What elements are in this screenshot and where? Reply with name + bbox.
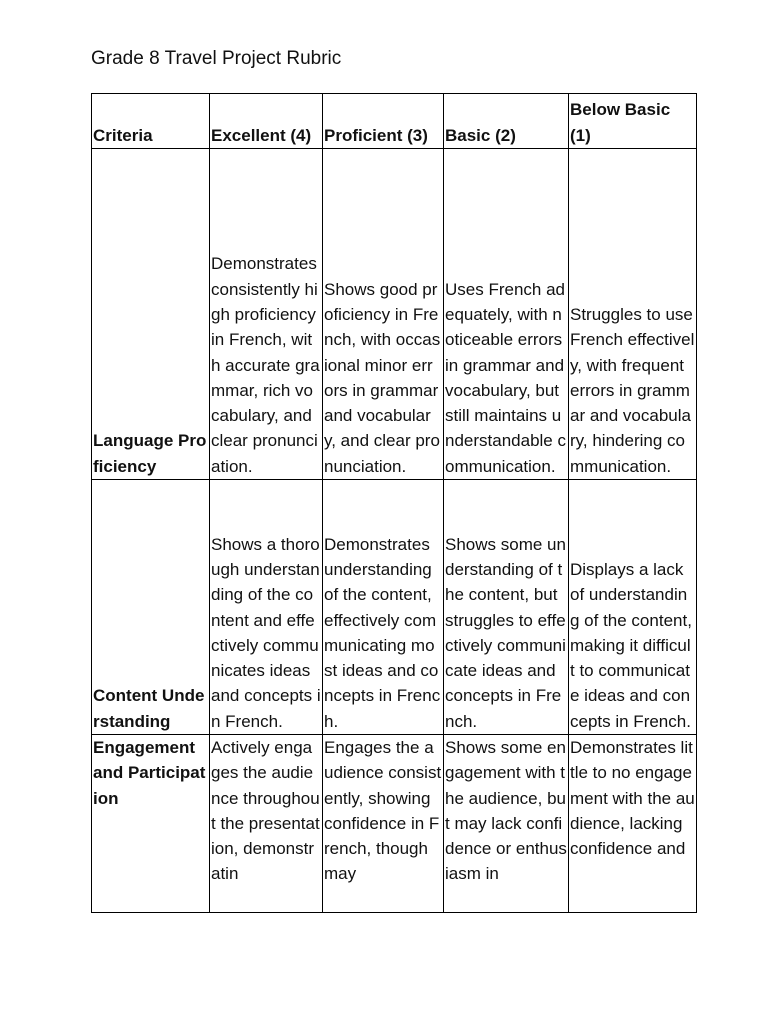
header-below-basic: Below Basic (1) bbox=[569, 94, 697, 149]
header-excellent: Excellent (4) bbox=[210, 94, 323, 149]
below-basic-cell: Struggles to use French effectively, with frequent errors in grammar and vocabulary, hindering communication. bbox=[569, 149, 697, 480]
criteria-cell: Content Understanding bbox=[92, 480, 210, 735]
basic-cell: Uses French adequately, with noticeable errors in grammar and vocabulary, but still maintains understandable communication. bbox=[444, 149, 569, 480]
proficient-cell bbox=[323, 735, 444, 913]
table-header-row bbox=[92, 94, 697, 149]
cell-text: Demonstrates little to no engagement with the audience, lacking confidence and bbox=[570, 738, 695, 859]
document-title: Grade 8 Travel Project Rubric bbox=[91, 48, 342, 69]
header-basic: Basic (2) bbox=[444, 94, 569, 149]
header-proficient: Proficient (3) bbox=[323, 94, 444, 149]
proficient-cell: Shows good proficiency in French, with occasional minor errors in grammar and vocabulary, and clear pronunciation. bbox=[323, 149, 444, 480]
below-basic-cell bbox=[569, 735, 697, 913]
cell-text: Shows some engagement with the audience, but may lack confidence or enthusiasm in bbox=[445, 738, 567, 884]
basic-cell: Shows some understanding of the content, but struggles to effectively communicate ideas and concepts in French. bbox=[444, 480, 569, 735]
criteria-cell: Language Proficiency bbox=[92, 149, 210, 480]
excellent-cell: Demonstrates consistently high proficiency in French, with accurate grammar, rich vocabulary, and clear pronunciation. bbox=[210, 149, 323, 480]
table-row bbox=[92, 480, 697, 735]
basic-cell bbox=[444, 735, 569, 913]
table-row bbox=[92, 735, 697, 913]
cell-text: Actively engages the audience throughout the presentation, demonstratin bbox=[211, 738, 320, 884]
excellent-cell: Shows a thorough understanding of the content and effectively communicates ideas and concepts in French. bbox=[210, 480, 323, 735]
below-basic-cell: Displays a lack of understanding of the content, making it difficult to communicate ideas and concepts in French. bbox=[569, 480, 697, 735]
criteria-cell: Engagement and Participation bbox=[92, 735, 210, 913]
rubric-table bbox=[91, 93, 697, 913]
proficient-cell: Demonstrates understanding of the content, effectively communicating most ideas and concepts in French. bbox=[323, 480, 444, 735]
cell-text: Engages the audience consistently, showing confidence in French, though may bbox=[324, 738, 442, 884]
table-row bbox=[92, 149, 697, 480]
header-criteria: Criteria bbox=[92, 94, 210, 149]
excellent-cell bbox=[210, 735, 323, 913]
